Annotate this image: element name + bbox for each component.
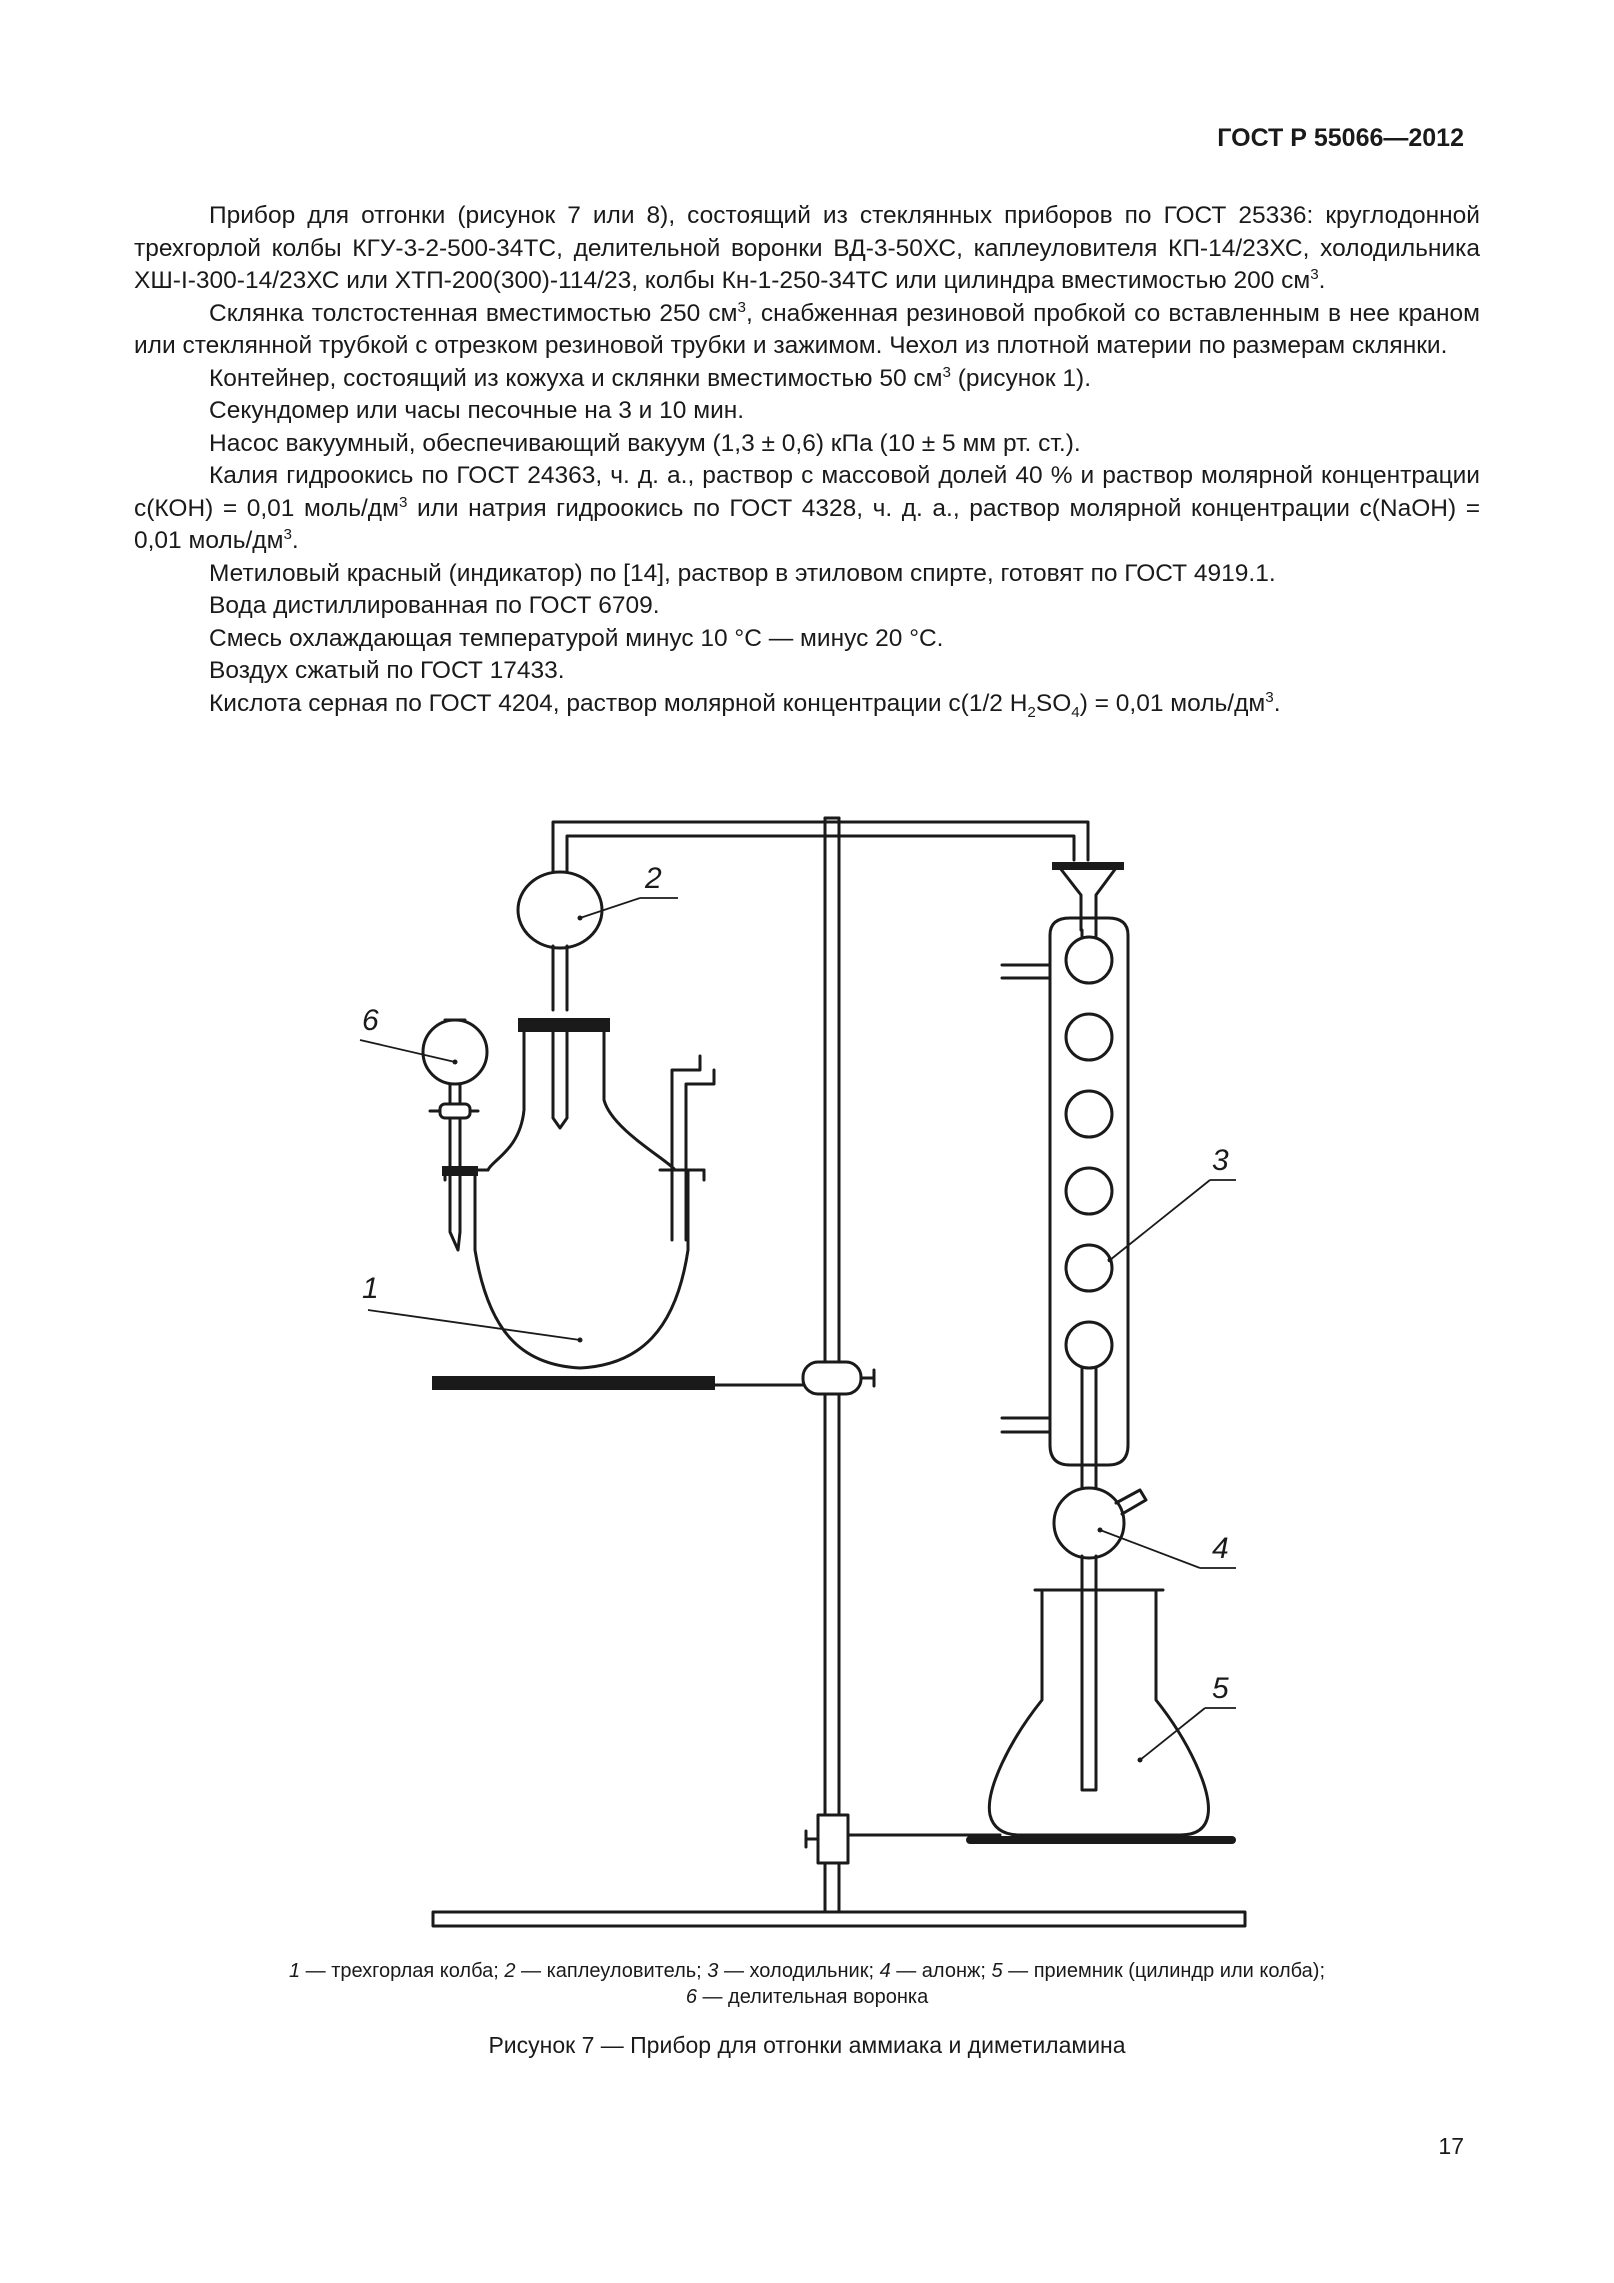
side-tube (672, 1056, 714, 1240)
funnel-stopper (442, 1166, 478, 1176)
drop-catcher (518, 872, 602, 1128)
paragraph-air: Воздух сжатый по ГОСТ 17433. (209, 657, 565, 684)
label-1: 1 (362, 1272, 379, 1305)
label-6: 6 (362, 1004, 379, 1037)
paragraph-flask: Склянка толстостенная вместимостью 250 $см^3$, снабженная резиновой пробкой со вставленным в нее краном или стеклянной трубкой с отрезком резиновой трубки и зажимом. Чехол из плотной материи по размерам склянки. (134, 298, 1480, 359)
paragraph-acid: Кислота серная по ГОСТ 4204, раствор молярной концентрации c(1/2 $H_2SO_4) = 0,01$ моль/$дм^3$. (209, 688, 1281, 721)
heating-plate (432, 1376, 715, 1390)
leader-dots (453, 916, 1143, 1763)
three-neck-flask (445, 1028, 704, 1368)
page-number: 17 (1438, 2133, 1464, 2159)
paragraph-water: Вода дистиллированная по ГОСТ 6709. (209, 592, 660, 619)
figure-legend (0, 1958, 1614, 2010)
paragraph-container: Контейнер, состоящий из кожуха и склянки вместимостью 50 $см^3$ (рисунок 1). (209, 363, 1092, 392)
paragraph-hydroxide: Калия гидроокись по ГОСТ 24363, ч. д. а., раствор с массовой долей 40 % и раствор молярной концентрации c(КОН) = 0,01 моль/$дм^3$ или натрия гидроокись по ГОСТ 4328, ч. д. а., раствор молярной концентрации c(NaOH) = 0,01 моль/$дм^3$. (134, 462, 1481, 554)
paragraph-apparatus: Прибор для отгонки (рисунок 7 или 8), состоящий из стеклянных приборов по ГОСТ 25336: круглодонной трехгорлой колбы КГУ-3-2-500-34ТС, делительной воронки ВД-3-50ХС, каплеуловителя КП-14/23ХС, холодильника ХШ-I-300-14/23ХС или ХТП-200(300)-114/23, колбы Кн-1-250-34ТС или цилиндра вместимостью 200 $см^3$. (134, 202, 1480, 294)
flask-stopper (518, 1018, 610, 1032)
label-2: 2 (645, 862, 662, 895)
figure-title: Рисунок 7 — Прибор для отгонки аммиака и диметиламина (488, 2032, 1126, 2058)
document-id: ГОСТ Р 55066—2012 (1217, 124, 1464, 152)
paragraph-timer: Секундомер или часы песочные на 3 и 10 мин. (209, 397, 745, 424)
legend-line-2: 6 — делительная воронка (685, 1986, 929, 2008)
adapter (1054, 1488, 1146, 1790)
upper-clamp (715, 1362, 874, 1394)
receiver-flask (989, 1590, 1208, 1835)
paragraph-pump: Насос вакуумный, обеспечивающий вакуум (1,3 ± 0,6) кПа (10 ± 5 мм рт. ст.). (209, 429, 1081, 457)
connecting-tube (553, 822, 1088, 880)
paragraph-cooling: Смесь охлаждающая температурой минус 10 °С — минус 20 °С. (209, 624, 944, 652)
dropping-funnel (423, 1020, 487, 1250)
label-3: 3 (1212, 1144, 1229, 1177)
label-5: 5 (1212, 1672, 1229, 1705)
paragraph-indicator: Метиловый красный (индикатор) по [14], раствор в этиловом спирте, готовят по ГОСТ 4919.1. (209, 559, 1276, 587)
legend-line-1: 1 — трехгорлая колба; 2 — каплеуловитель; 3 — холодильник; 4 — алонж; 5 — приемник (цилиндр или колба); (288, 1960, 1326, 1982)
stand-base (433, 1912, 1245, 1926)
label-4: 4 (1212, 1532, 1229, 1565)
condenser-bulbs (1066, 930, 1112, 1505)
